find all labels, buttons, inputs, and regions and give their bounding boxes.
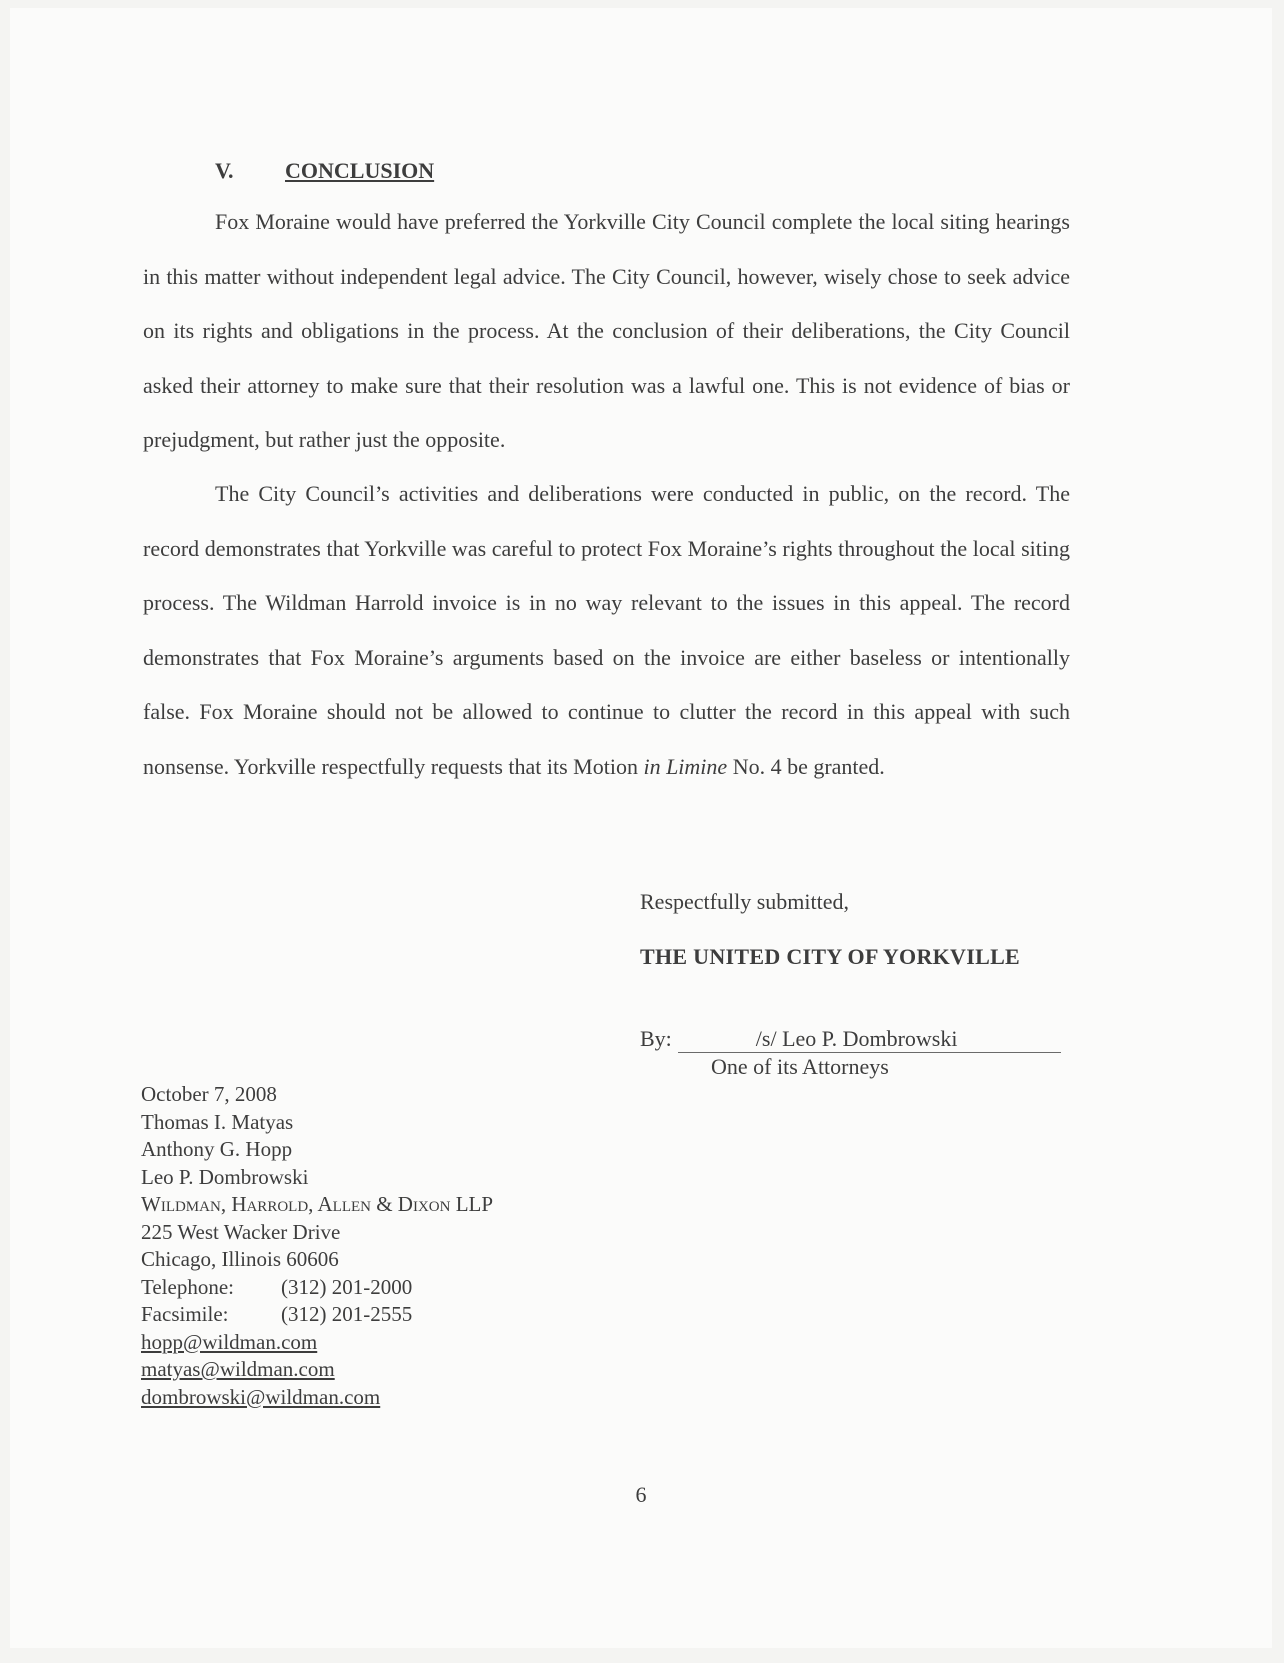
telephone-label: Telephone:	[141, 1274, 234, 1299]
telephone-number: (312) 201-2000	[281, 1274, 413, 1299]
conclusion-paragraph-2	[143, 467, 1070, 794]
facsimile-label: Facsimile:	[141, 1302, 229, 1326]
law-firm-name: Wildman, Harrold, Allen & Dixon LLP	[141, 1192, 494, 1216]
page-number: 6	[635, 1482, 647, 1507]
paragraph-2-end: No. 4 be granted.	[727, 753, 885, 779]
facsimile-row	[141, 1301, 493, 1329]
address-line-2: Chicago, Illinois 60606	[141, 1247, 339, 1271]
email-link-dombrowski[interactable]: dombrowski@wildman.com	[141, 1384, 381, 1409]
paragraph-2-italic: in Limine	[643, 753, 728, 779]
signer-signature: /s/ Leo P. Dombrowski	[678, 1026, 1061, 1053]
email-link-hopp[interactable]: hopp@wildman.com	[141, 1329, 318, 1354]
filing-date: October 7, 2008	[141, 1082, 277, 1106]
signature-line	[640, 1026, 1061, 1053]
paragraph-2-text: The City Council’s activities and deliberations were conducted in public, on the record. The record demonstrates that Yorkville was careful to protect Fox Moraine’s rights throughout the local siting process. The Wildman Harrold invoice is in no way relevant to the issues in this appeal. The record demonstrates that Fox Moraine’s arguments based on the invoice are either baseless or intentionally false. Fox Moraine should not be allowed to continue to clutter the record in this appeal with such nonsense. Yorkville respectfully requests that its Motion	[143, 481, 1070, 779]
conclusion-paragraph-1: Fox Moraine would have preferred the Yorkville City Council complete the local siting hearings in this matter without independent legal advice. The City Council, however, wisely chose to seek advice on its rights and obligations in the process. At the conclusion of their deliberations, the City Council asked their attorney to make sure that their resolution was a lawful one. This is not evidence of bias or prejudgment, but rather just the opposite.	[143, 209, 1070, 452]
counsel-block	[141, 1081, 493, 1411]
attorney-name: Anthony G. Hopp	[141, 1137, 293, 1161]
party-name: THE UNITED CITY OF YORKVILLE	[640, 944, 1021, 969]
attorney-name: Leo P. Dombrowski	[141, 1164, 309, 1189]
closing-text: Respectfully submitted,	[640, 889, 849, 914]
facsimile-number: (312) 201-2555	[281, 1302, 413, 1326]
section-title: CONCLUSION	[285, 158, 435, 183]
telephone-row	[141, 1274, 493, 1302]
by-label: By:	[640, 1026, 672, 1051]
address-line-1: 225 West Wacker Drive	[141, 1219, 341, 1244]
document-page	[10, 8, 1272, 1648]
section-number: V.	[215, 158, 234, 183]
attorney-name: Thomas I. Matyas	[141, 1109, 294, 1134]
signer-role: One of its Attorneys	[711, 1054, 889, 1079]
email-link-matyas[interactable]: matyas@wildman.com	[141, 1357, 335, 1381]
